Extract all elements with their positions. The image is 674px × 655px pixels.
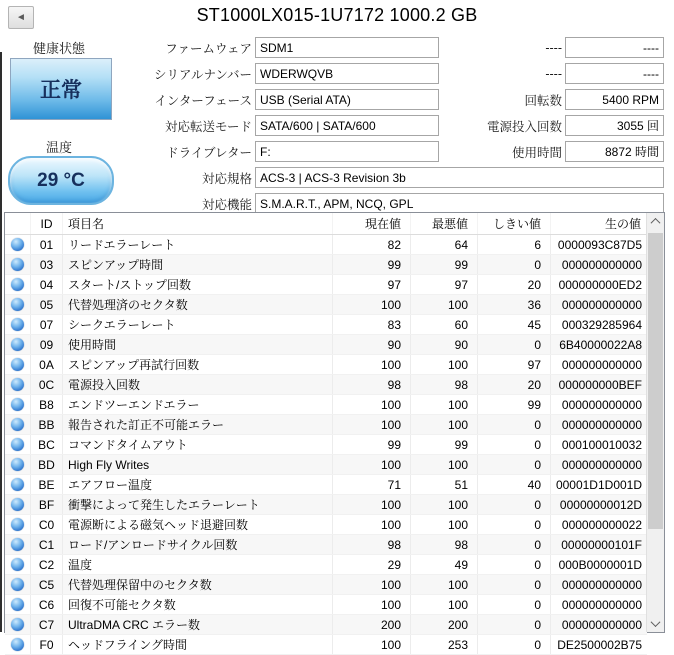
cell-id: 05 (31, 295, 63, 314)
cell-threshold: 0 (478, 435, 551, 454)
cell-raw: 0000093C87D5 (557, 237, 642, 252)
field-label: 使用時間 (511, 145, 562, 160)
cell-raw: 000000000000 (561, 257, 642, 272)
cell-id: 0C (31, 375, 63, 394)
cell-attribute-name: 衝撃によって発生したエラーレート (63, 495, 333, 514)
cell-status (5, 295, 31, 314)
cell-raw: 000329285964 (561, 317, 642, 332)
table-row[interactable] (5, 435, 647, 455)
cell-threshold: 6 (478, 235, 551, 254)
cell-status (5, 315, 31, 334)
cell-current: 100 (333, 595, 411, 614)
cell-current: 100 (333, 575, 411, 594)
cell-worst: 64 (411, 235, 478, 254)
blue-status-orb-icon (11, 538, 24, 551)
cell-id: C6 (31, 595, 63, 614)
health-status-button[interactable]: 正常 (10, 58, 112, 120)
cell-raw: 6B40000022A8 (559, 337, 642, 352)
cell-current: 100 (333, 495, 411, 514)
blue-status-orb-icon (11, 458, 24, 471)
table-row[interactable] (5, 355, 647, 375)
cell-worst: 100 (411, 455, 478, 474)
scrollbar-thumb[interactable] (648, 233, 663, 529)
header-attribute-name[interactable]: 項目名 (63, 213, 333, 234)
chevron-down-icon (651, 617, 661, 627)
cell-raw: 000000000000 (561, 597, 642, 612)
cell-attribute-name: 電源断による磁気ヘッド退避回数 (63, 515, 333, 534)
cell-attribute-name: High Fly Writes (63, 455, 333, 474)
field-label: シリアルナンバー (153, 67, 252, 82)
cell-threshold: 0 (478, 495, 551, 514)
scroll-up-button[interactable] (647, 213, 664, 230)
cell-worst: 253 (411, 635, 478, 654)
table-row[interactable] (5, 255, 647, 275)
cell-worst: 98 (411, 535, 478, 554)
table-row[interactable] (5, 455, 647, 475)
blue-status-orb-icon (11, 398, 24, 411)
field-value[interactable]: ---- (565, 37, 664, 58)
cell-worst: 49 (411, 555, 478, 574)
cell-worst: 100 (411, 415, 478, 434)
cell-current: 100 (333, 455, 411, 474)
cell-worst: 100 (411, 355, 478, 374)
table-row[interactable] (5, 595, 647, 615)
cell-current: 100 (333, 355, 411, 374)
cell-raw: 000000000BEF (558, 377, 642, 392)
cell-attribute-name: ロード/アンロードサイクル回数 (63, 535, 333, 554)
cell-current: 97 (333, 275, 411, 294)
blue-status-orb-icon (11, 618, 24, 631)
cell-threshold: 36 (478, 295, 551, 314)
blue-status-orb-icon (11, 298, 24, 311)
cell-status (5, 415, 31, 434)
cell-id: C2 (31, 555, 63, 574)
cell-worst: 99 (411, 255, 478, 274)
field-value[interactable]: 8872 時間 (565, 141, 664, 162)
cell-raw: 000000000000 (561, 617, 642, 632)
cell-status (5, 535, 31, 554)
cell-raw: 00000000101F (561, 537, 642, 552)
field-label: 対応転送モード (164, 119, 252, 134)
cell-id: BE (31, 475, 63, 494)
blue-status-orb-icon (11, 378, 24, 391)
cell-current: 100 (333, 515, 411, 534)
cell-status (5, 435, 31, 454)
cell-current: 83 (333, 315, 411, 334)
cell-id: 03 (31, 255, 63, 274)
blue-status-orb-icon (11, 558, 24, 571)
cell-attribute-name: スピンアップ再試行回数 (63, 355, 333, 374)
info-field-row (440, 37, 664, 58)
info-field-row (0, 167, 664, 188)
cell-attribute-name: エアフロー温度 (63, 475, 333, 494)
cell-worst: 100 (411, 595, 478, 614)
cell-id: 0A (31, 355, 63, 374)
field-value[interactable]: WDERWQVB (255, 63, 439, 84)
field-value[interactable]: 5400 RPM (565, 89, 664, 110)
cell-id: C1 (31, 535, 63, 554)
field-label: 対応規格 (201, 171, 252, 186)
cell-id: F0 (31, 635, 63, 654)
cell-id: BD (31, 455, 63, 474)
blue-status-orb-icon (11, 418, 24, 431)
cell-raw: 000100010032 (561, 437, 642, 452)
table-header-row (5, 213, 647, 235)
cell-threshold: 45 (478, 315, 551, 334)
table-row[interactable] (5, 515, 647, 535)
cell-status (5, 515, 31, 534)
drive-title: ST1000LX015-1U7172 1000.2 GB (196, 5, 478, 25)
cell-id: C0 (31, 515, 63, 534)
cell-current: 100 (333, 635, 411, 654)
field-label: ---- (545, 40, 562, 55)
table-row[interactable] (5, 575, 647, 595)
cell-attribute-name: 使用時間 (63, 335, 333, 354)
cell-raw: 00000000012D (559, 497, 642, 512)
cell-worst: 51 (411, 475, 478, 494)
cell-worst: 100 (411, 295, 478, 314)
cell-threshold: 0 (478, 255, 551, 274)
info-field-row (440, 63, 664, 84)
field-value[interactable]: SATA/600 | SATA/600 (255, 115, 439, 136)
cell-status (5, 375, 31, 394)
table-body (5, 235, 647, 655)
cell-threshold: 0 (478, 635, 551, 654)
cell-worst: 100 (411, 495, 478, 514)
cell-threshold: 0 (478, 595, 551, 614)
cell-raw: 000000000000 (561, 297, 642, 312)
cell-raw: 000000000000 (561, 577, 642, 592)
table-row[interactable] (5, 375, 647, 395)
table-row[interactable] (5, 335, 647, 355)
cell-current: 100 (333, 295, 411, 314)
cell-worst: 100 (411, 515, 478, 534)
cell-worst: 99 (411, 435, 478, 454)
cell-id: 07 (31, 315, 63, 334)
cell-raw: 000000000ED2 (558, 277, 642, 292)
cell-attribute-name: 代替処理保留中のセクタ数 (63, 575, 333, 594)
cell-threshold: 99 (478, 395, 551, 414)
field-label: 回転数 (524, 93, 562, 108)
field-value[interactable]: SDM1 (255, 37, 439, 58)
cell-id: BB (31, 415, 63, 434)
header-threshold[interactable]: しきい値 (478, 213, 551, 234)
blue-status-orb-icon (11, 518, 24, 531)
cell-current: 29 (333, 555, 411, 574)
cell-current: 82 (333, 235, 411, 254)
field-label: インターフェース (154, 93, 252, 108)
table-scrollbar[interactable] (646, 213, 664, 632)
cell-current: 99 (333, 435, 411, 454)
table-row[interactable] (5, 235, 647, 255)
cell-status (5, 355, 31, 374)
cell-status (5, 495, 31, 514)
header-worst-value[interactable]: 最悪値 (411, 213, 478, 234)
table-row[interactable] (5, 275, 647, 295)
cell-raw: 000B0000001D (558, 557, 642, 572)
cell-id: C7 (31, 615, 63, 634)
table-row[interactable] (5, 295, 647, 315)
header-raw-value[interactable]: 生の値 (551, 213, 647, 234)
field-value[interactable]: F: (255, 141, 439, 162)
field-label: 電源投入回数 (486, 119, 562, 134)
cell-current: 99 (333, 255, 411, 274)
table-row[interactable] (5, 475, 647, 495)
field-label: ---- (545, 66, 562, 81)
table-row[interactable] (5, 615, 647, 635)
header-current-value[interactable]: 現在値 (333, 213, 411, 234)
table-row[interactable] (5, 395, 647, 415)
cell-threshold: 20 (478, 275, 551, 294)
cell-worst: 60 (411, 315, 478, 334)
cell-attribute-name: 電源投入回数 (63, 375, 333, 394)
temperature-button[interactable]: 29 °C (8, 156, 114, 205)
info-field-row (0, 193, 664, 214)
cell-attribute-name: ヘッドフライング時間 (63, 635, 333, 654)
cell-raw: 00001D1D001D (555, 477, 642, 492)
cell-id: B8 (31, 395, 63, 414)
cell-raw: 000000000022 (561, 517, 642, 532)
field-value[interactable]: S.M.A.R.T., APM, NCQ, GPL (255, 193, 664, 214)
cell-attribute-name: UltraDMA CRC エラー数 (63, 615, 333, 634)
cell-id: 09 (31, 335, 63, 354)
blue-status-orb-icon (11, 258, 24, 271)
cell-worst: 98 (411, 375, 478, 394)
table-row[interactable] (5, 535, 647, 555)
drive-stat-fields (440, 37, 664, 167)
cell-status (5, 455, 31, 474)
smart-attribute-table (4, 212, 665, 652)
cell-worst: 100 (411, 575, 478, 594)
field-value[interactable]: USB (Serial ATA) (255, 89, 439, 110)
table-row[interactable] (5, 415, 647, 435)
scroll-down-button[interactable] (647, 615, 664, 632)
cell-status (5, 615, 31, 634)
back-button[interactable]: ◄ (8, 6, 34, 29)
header-status-column (5, 213, 31, 234)
cell-current: 71 (333, 475, 411, 494)
blue-status-orb-icon (11, 638, 24, 651)
info-field-row (440, 115, 664, 136)
cell-id: 04 (31, 275, 63, 294)
cell-status (5, 575, 31, 594)
cell-status (5, 475, 31, 494)
cell-threshold: 0 (478, 455, 551, 474)
cell-current: 90 (333, 335, 411, 354)
blue-status-orb-icon (11, 598, 24, 611)
cell-attribute-name: 回復不可能セクタ数 (63, 595, 333, 614)
blue-status-orb-icon (11, 358, 24, 371)
blue-status-orb-icon (11, 318, 24, 331)
temperature-label: 温度 (45, 140, 72, 155)
cell-threshold: 40 (478, 475, 551, 494)
cell-attribute-name: スタート/ストップ回数 (63, 275, 333, 294)
cell-worst: 90 (411, 335, 478, 354)
cell-threshold: 0 (478, 335, 551, 354)
blue-status-orb-icon (11, 478, 24, 491)
chevron-up-icon (651, 218, 661, 228)
cell-status (5, 635, 31, 654)
cell-threshold: 97 (478, 355, 551, 374)
cell-raw: 000000000000 (561, 417, 642, 432)
field-label: ファームウェア (165, 41, 252, 56)
cell-current: 100 (333, 415, 411, 434)
table-row[interactable] (5, 495, 647, 515)
cell-current: 98 (333, 535, 411, 554)
cell-current: 100 (333, 395, 411, 414)
blue-status-orb-icon (11, 438, 24, 451)
cell-threshold: 0 (478, 555, 551, 574)
blue-status-orb-icon (11, 578, 24, 591)
cell-status (5, 595, 31, 614)
info-field-row (440, 141, 664, 162)
cell-attribute-name: 温度 (63, 555, 333, 574)
table-row[interactable] (5, 315, 647, 335)
cell-threshold: 0 (478, 515, 551, 534)
blue-status-orb-icon (11, 498, 24, 511)
blue-status-orb-icon (11, 338, 24, 351)
cell-status (5, 235, 31, 254)
field-value[interactable]: 3055 回 (565, 115, 664, 136)
cell-id: BC (31, 435, 63, 454)
cell-status (5, 255, 31, 274)
cell-worst: 100 (411, 395, 478, 414)
cell-attribute-name: リードエラーレート (63, 235, 333, 254)
cell-worst: 97 (411, 275, 478, 294)
cell-raw: 000000000000 (561, 457, 642, 472)
cell-current: 200 (333, 615, 411, 634)
cell-id: BF (31, 495, 63, 514)
field-value[interactable]: ---- (565, 63, 664, 84)
cell-attribute-name: スピンアップ時間 (63, 255, 333, 274)
cell-attribute-name: コマンドタイムアウト (63, 435, 333, 454)
cell-threshold: 20 (478, 375, 551, 394)
blue-status-orb-icon (11, 238, 24, 251)
cell-status (5, 395, 31, 414)
cell-attribute-name: 代替処理済のセクタ数 (63, 295, 333, 314)
cell-current: 98 (333, 375, 411, 394)
cell-threshold: 0 (478, 535, 551, 554)
cell-id: 01 (31, 235, 63, 254)
health-status-label: 健康状態 (32, 41, 85, 56)
table-row[interactable] (5, 635, 647, 655)
cell-attribute-name: 報告された訂正不可能エラー (63, 415, 333, 434)
cell-raw: 000000000000 (561, 357, 642, 372)
cell-raw: DE2500002B75 (557, 637, 642, 652)
field-label: 対応機能 (201, 197, 252, 212)
field-value[interactable]: ACS-3 | ACS-3 Revision 3b (255, 167, 664, 188)
cell-attribute-name: シークエラーレート (63, 315, 333, 334)
cell-threshold: 0 (478, 415, 551, 434)
header-id[interactable]: ID (31, 213, 63, 234)
cell-threshold: 0 (478, 615, 551, 634)
table-row[interactable] (5, 555, 647, 575)
cell-raw: 000000000000 (561, 397, 642, 412)
blue-status-orb-icon (11, 278, 24, 291)
cell-id: C5 (31, 575, 63, 594)
cell-worst: 200 (411, 615, 478, 634)
cell-status (5, 555, 31, 574)
info-field-row (440, 89, 664, 110)
cell-threshold: 0 (478, 575, 551, 594)
cell-status (5, 335, 31, 354)
cell-attribute-name: エンドツーエンドエラー (63, 395, 333, 414)
cell-status (5, 275, 31, 294)
field-label: ドライブレター (166, 145, 252, 160)
